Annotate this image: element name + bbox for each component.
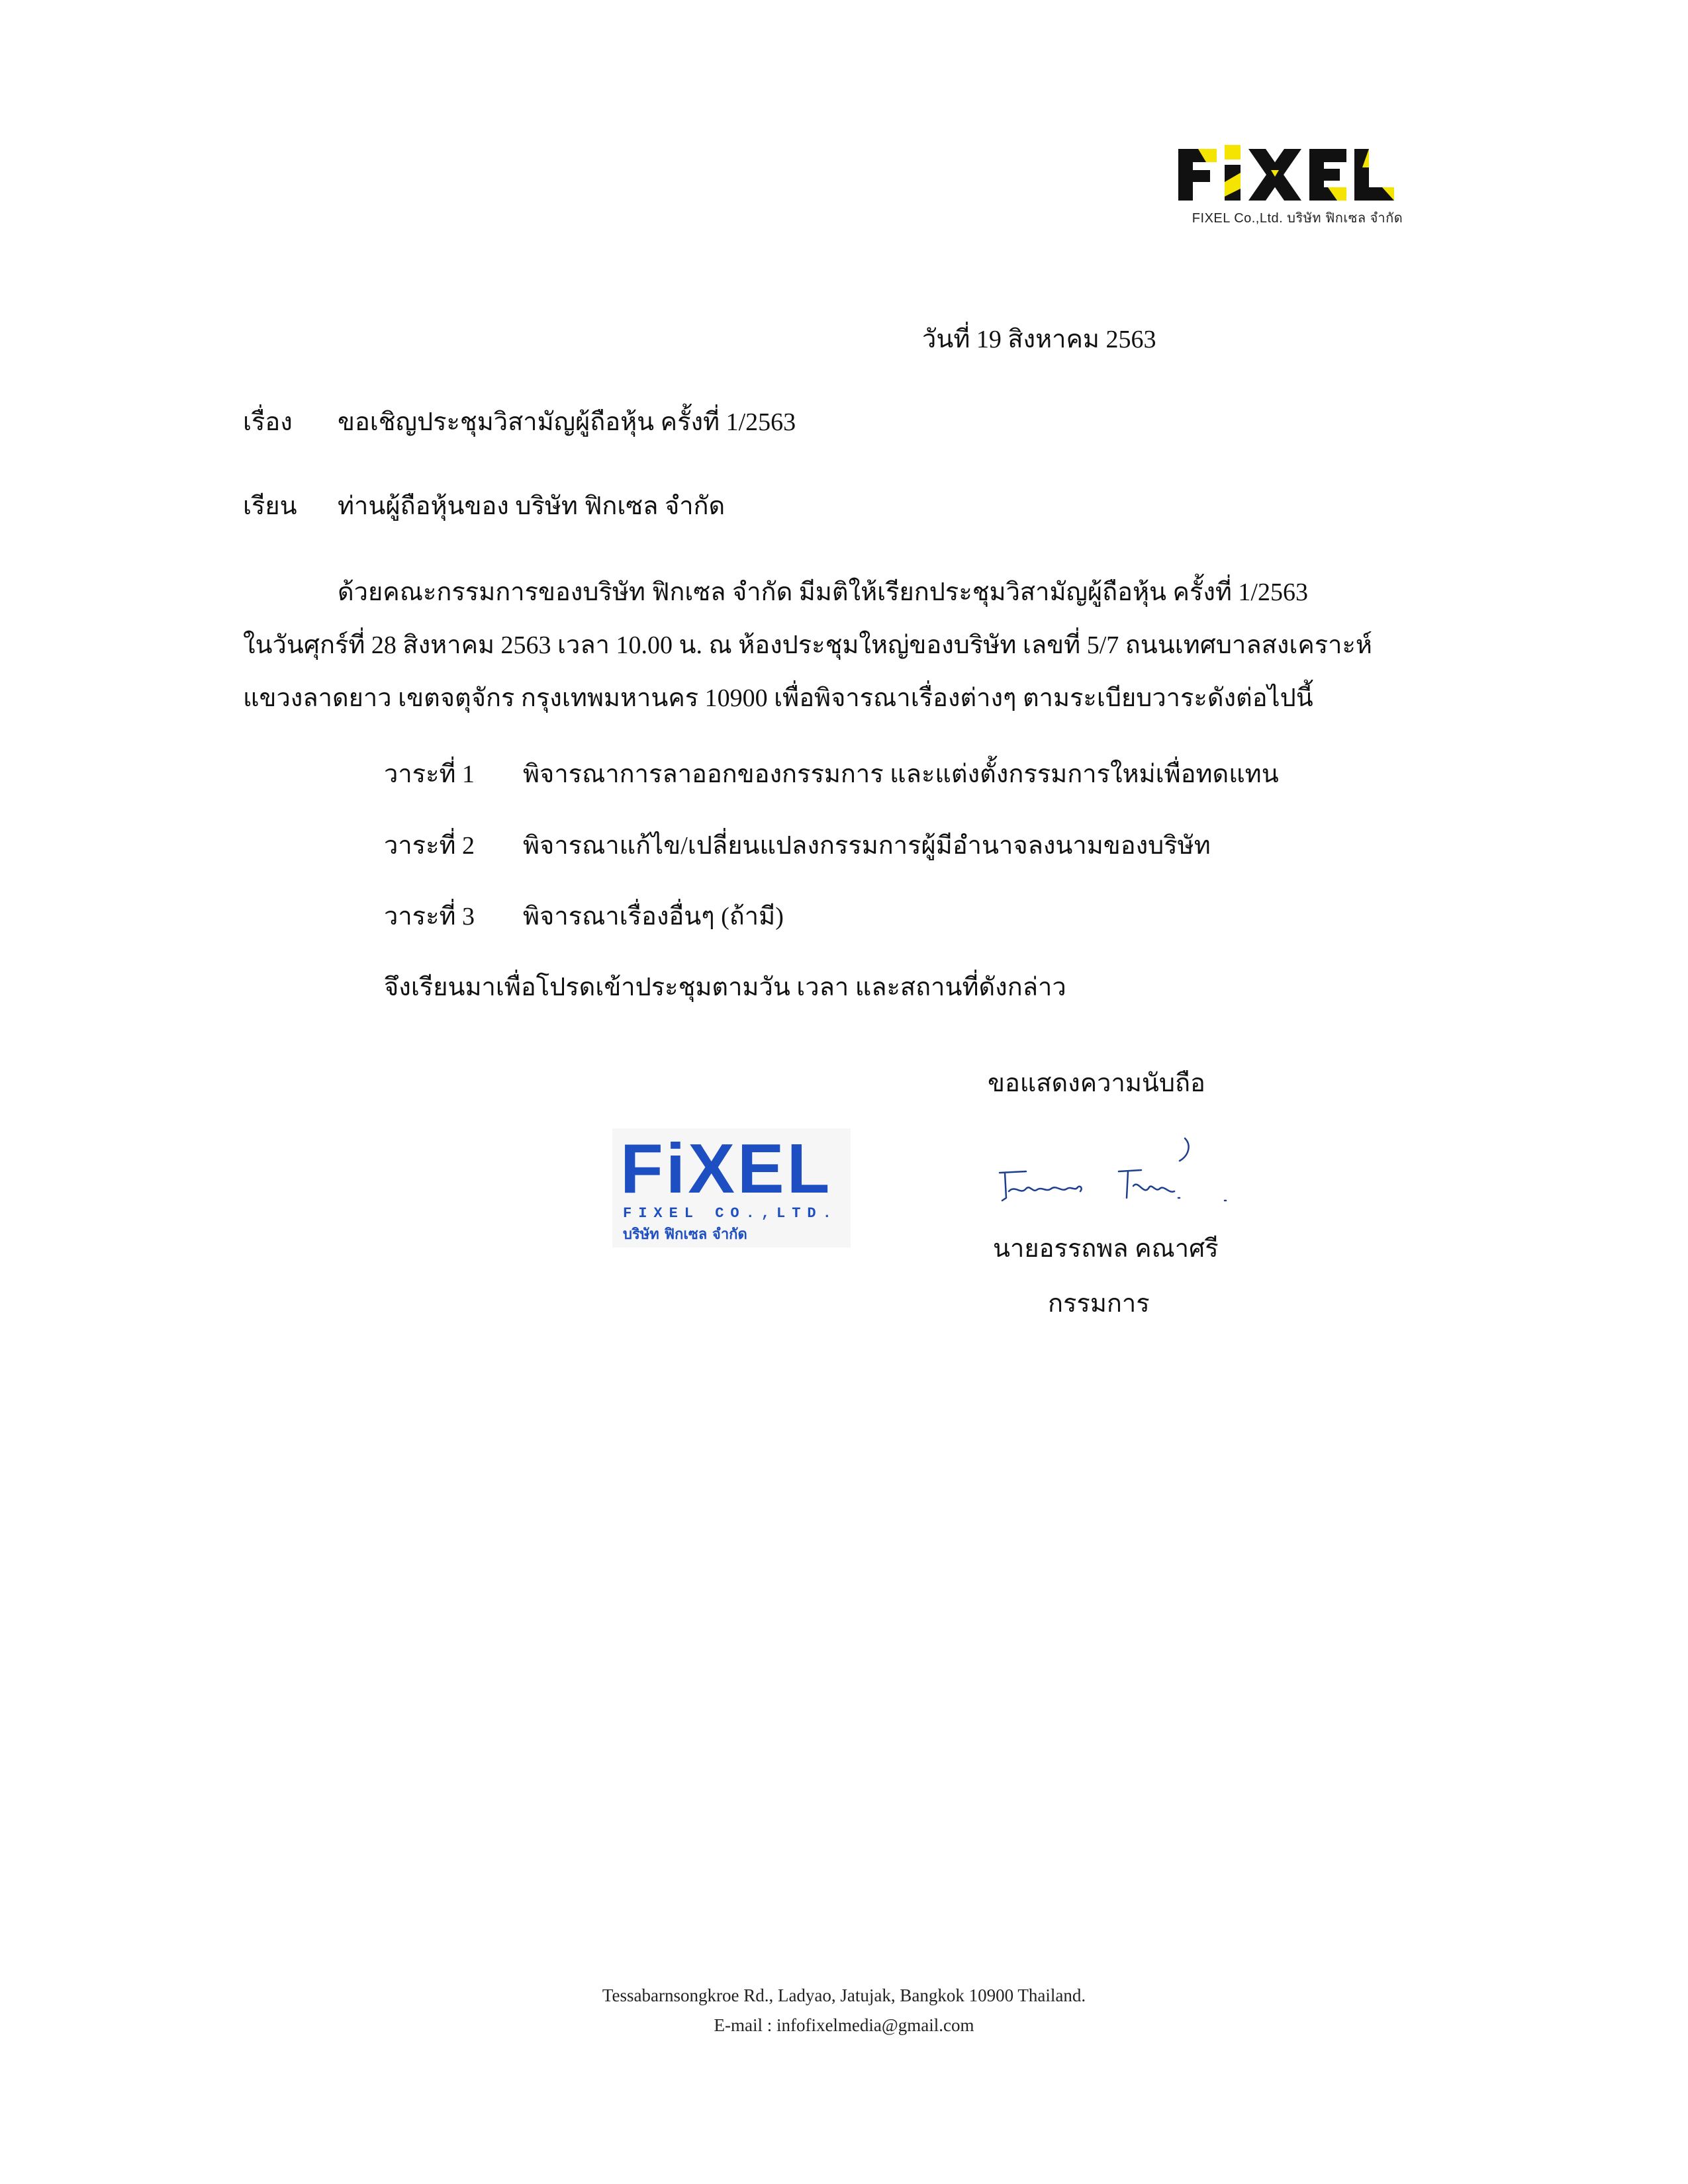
to-label: เรียน: [243, 492, 297, 520]
signature: [986, 1132, 1244, 1218]
signer-title: กรรมการ: [1048, 1290, 1150, 1318]
company-logo: [1172, 136, 1423, 248]
subject-label: เรื่อง: [243, 408, 293, 436]
agenda-text-2: พิจารณาแก้ไข/เปลี่ยนแปลงกรรมการผู้มีอำนาจลงนามของบริษัท: [523, 832, 1211, 860]
closing-line: จึงเรียนมาเพื่อโปรดเข้าประชุมตามวัน เวลา และสถานที่ดังกล่าว: [384, 974, 1066, 1001]
stamp-sub: FIXEL CO.,LTD.: [623, 1205, 838, 1222]
fixel-logo-mark: [1172, 136, 1423, 205]
agenda-label-2: วาระที่ 2: [384, 832, 475, 860]
body-line-1: ด้วยคณะกรรมการของบริษัท ฟิกเซล จำกัด มีมติให้เรียกประชุมวิสามัญผู้ถือหุ้น ครั้งที่ 1/2563: [338, 578, 1308, 606]
to-text: ท่านผู้ถือหุ้นของ บริษัท ฟิกเซล จำกัด: [338, 492, 726, 520]
agenda-text-1: พิจารณาการลาออกของกรรมการ และแต่งตั้งกรรมการใหม่เพื่อทดแทน: [523, 760, 1279, 788]
body-line-2: ในวันศุกร์ที่ 28 สิงหาคม 2563 เวลา 10.00 น. ณ ห้องประชุมใหญ่ของบริษัท เลขที่ 5/7 ถนนเทศบาลสงเคราะห์: [243, 631, 1372, 659]
agenda-text-3: พิจารณาเรื่องอื่นๆ (ถ้ามี): [523, 903, 784, 931]
signer-name: นายอรรถพล คณาศรี: [993, 1235, 1219, 1263]
body-line-3: แขวงลาดยาว เขตจตุจักร กรุงเทพมหานคร 10900 เพื่อพิจารณาเรื่องต่างๆ ตามระเบียบวาระดังต่อไปนี้: [243, 684, 1313, 712]
agenda-label-3: วาระที่ 3: [384, 903, 475, 931]
logo-caption: FIXEL Co.,Ltd. บริษัท ฟิกเซล จำกัด: [1192, 211, 1403, 226]
company-stamp: [612, 1128, 851, 1248]
letter-date: วันที่ 19 สิงหาคม 2563: [922, 326, 1156, 353]
regards-text: ขอแสดงความนับถือ: [988, 1069, 1205, 1097]
stamp-word: FiXEL: [620, 1130, 833, 1208]
agenda-label-1: วาระที่ 1: [384, 760, 475, 788]
footer-address: Tessabarnsongkroe Rd., Ladyao, Jatujak, Bangkok 10900 Thailand.: [602, 1985, 1086, 2005]
stamp-thai: บริษัท ฟิกเซล จำกัด: [623, 1226, 747, 1243]
subject-text: ขอเชิญประชุมวิสามัญผู้ถือหุ้น ครั้งที่ 1/2563: [338, 408, 796, 436]
footer-email: E-mail : infofixelmedia@gmail.com: [714, 2015, 974, 2035]
